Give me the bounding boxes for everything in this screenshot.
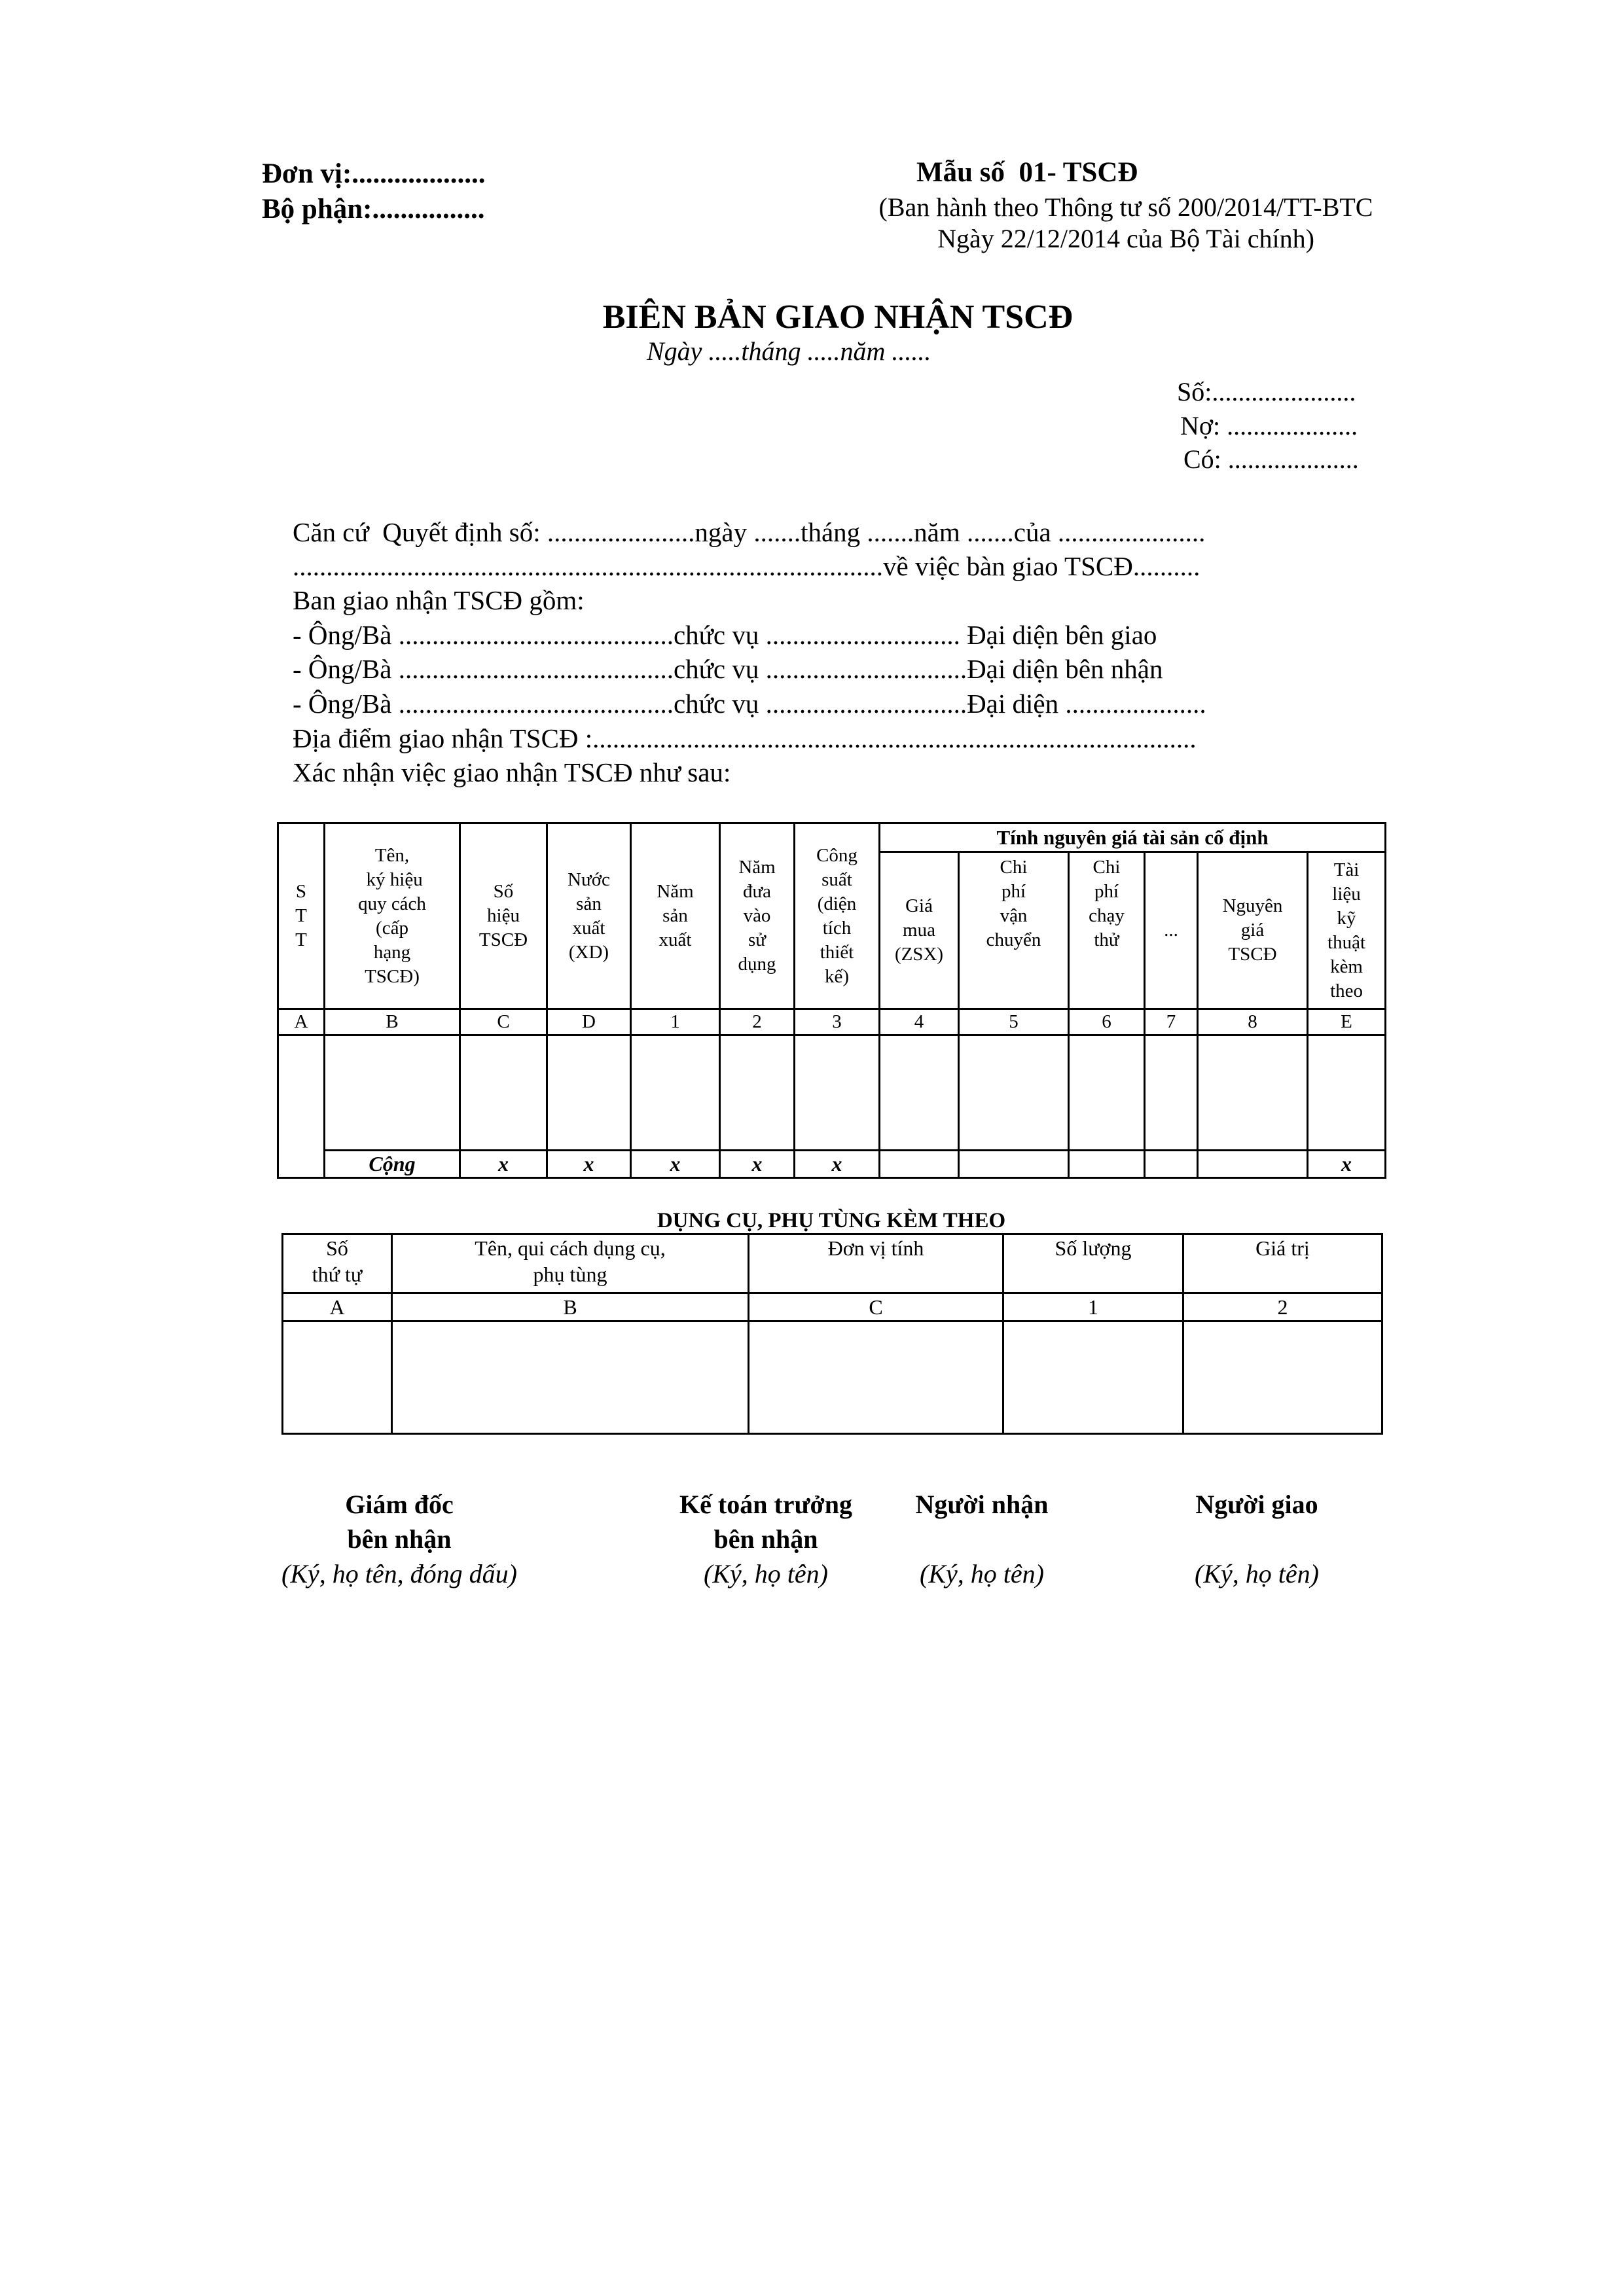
signature-note: (Ký, họ tên): [920, 1559, 1044, 1588]
data-input-cell[interactable]: [325, 1035, 460, 1151]
total-cell: x: [631, 1151, 720, 1178]
code-cell: 8: [1198, 1009, 1308, 1035]
col-header-other: ...: [1145, 852, 1198, 1009]
decision-line: Căn cứ Quyết định số: ......................ngày .......tháng .......năm .......của ......................: [293, 517, 1206, 547]
code-cell: D: [547, 1009, 631, 1035]
issued-by-line-1: (Ban hành theo Thông tư số 200/2014/TT-BTC: [878, 192, 1373, 222]
tools-header-row: [283, 1234, 1382, 1293]
col-header-order: Số thứ tự: [283, 1234, 392, 1293]
signature-block-receiver: [877, 1487, 1087, 1591]
col-header-stt: S T T: [278, 823, 325, 1009]
signature-block-giver: [1152, 1487, 1362, 1591]
data-input-cell[interactable]: [547, 1035, 631, 1151]
col-header-tool-name: Tên, qui cách dụng cụ, phụ tùng: [392, 1234, 749, 1293]
total-cell: x: [795, 1151, 880, 1178]
code-cell: B: [325, 1009, 460, 1035]
total-input-cell[interactable]: [1145, 1151, 1198, 1178]
total-label: Cộng: [325, 1151, 460, 1178]
col-header-country: Nước sản xuất (XD): [547, 823, 631, 1009]
stt-input-cell[interactable]: [278, 1035, 325, 1178]
data-input-cell[interactable]: [283, 1321, 392, 1434]
decision-subject-line: ........................................................................................về việc bàn giao TSCĐ..........: [293, 551, 1200, 581]
data-input-cell[interactable]: [1069, 1035, 1145, 1151]
total-input-cell[interactable]: [1198, 1151, 1308, 1178]
code-cell: 2: [1183, 1293, 1382, 1321]
col-header-name: Tên, ký hiệu quy cách (cấp hạng TSCĐ): [325, 823, 460, 1009]
member-line-giver: - Ông/Bà .........................................chức vụ ............................. Đại diện bên giao: [293, 620, 1157, 650]
data-input-cell[interactable]: [1308, 1035, 1386, 1151]
credit-field: Có: ....................: [1183, 444, 1359, 474]
code-cell: 6: [1069, 1009, 1145, 1035]
data-input-cell[interactable]: [720, 1035, 795, 1151]
member-line-other: - Ông/Bà .........................................chức vụ ..............................Đại diện .....................: [293, 689, 1206, 719]
signature-title: Giám đốc bên nhận: [345, 1490, 454, 1554]
data-input-cell[interactable]: [795, 1035, 880, 1151]
code-cell: 2: [720, 1009, 795, 1035]
signature-title: Người giao: [1195, 1490, 1318, 1519]
code-cell: 3: [795, 1009, 880, 1035]
col-header-capacity: Công suất (diện tích thiết kế): [795, 823, 880, 1009]
code-cell: 4: [880, 1009, 959, 1035]
total-input-cell[interactable]: [880, 1151, 959, 1178]
confirmation-line: Xác nhận việc giao nhận TSCĐ như sau:: [293, 757, 731, 787]
col-header-trial-cost: Chi phí chạy thử: [1069, 852, 1145, 1009]
doc-number-field: Số:......................: [1177, 377, 1356, 406]
tools-code-row: [283, 1293, 1382, 1321]
asset-header-row-1: [278, 823, 1386, 852]
signature-block-director: [249, 1487, 550, 1591]
data-input-cell[interactable]: [1183, 1321, 1382, 1434]
data-input-cell[interactable]: [1198, 1035, 1308, 1151]
total-cell: x: [547, 1151, 631, 1178]
total-cell: x: [720, 1151, 795, 1178]
col-header-transport-cost: Chi phí vận chuyển: [959, 852, 1069, 1009]
debit-field: Nợ: ....................: [1180, 411, 1358, 440]
form-number: Mẫu số 01- TSCĐ: [916, 157, 1138, 188]
data-input-cell[interactable]: [392, 1321, 749, 1434]
col-header-year-used: Năm đưa vào sử dụng: [720, 823, 795, 1009]
code-cell: 1: [1003, 1293, 1183, 1321]
total-cell: x: [460, 1151, 547, 1178]
code-cell: A: [278, 1009, 325, 1035]
signature-block-chief-accountant: [628, 1487, 903, 1591]
date-line: Ngày .....tháng .....năm ......: [647, 336, 931, 366]
data-input-cell[interactable]: [631, 1035, 720, 1151]
code-cell: 5: [959, 1009, 1069, 1035]
issued-by-line-2: Ngày 22/12/2014 của Bộ Tài chính): [937, 224, 1314, 253]
col-header-year-made: Năm sản xuất: [631, 823, 720, 1009]
signature-note: (Ký, họ tên, đóng dấu): [281, 1559, 517, 1588]
asset-total-row: [278, 1151, 1386, 1178]
member-line-receiver: - Ông/Bà .........................................chức vụ ..............................Đại diện bên nhận: [293, 654, 1163, 684]
tools-data-row: [283, 1321, 1382, 1434]
tools-table-title: DỤNG CỤ, PHỤ TÙNG KÈM THEO: [657, 1209, 1006, 1232]
total-input-cell[interactable]: [959, 1151, 1069, 1178]
data-input-cell[interactable]: [880, 1035, 959, 1151]
data-input-cell[interactable]: [1145, 1035, 1198, 1151]
committee-heading: Ban giao nhận TSCĐ gồm:: [293, 585, 585, 615]
page-title: BIÊN BẢN GIAO NHẬN TSCĐ: [602, 298, 1074, 336]
tools-table: [281, 1233, 1383, 1435]
total-input-cell[interactable]: [1069, 1151, 1145, 1178]
asset-table: [277, 822, 1386, 1179]
asset-code-row: [278, 1009, 1386, 1035]
data-input-cell[interactable]: [959, 1035, 1069, 1151]
code-cell: A: [283, 1293, 392, 1321]
data-input-cell[interactable]: [460, 1035, 547, 1151]
unit-field: Đơn vị:...................: [262, 158, 486, 189]
signature-title: Người nhận: [915, 1490, 1049, 1519]
code-cell: 1: [631, 1009, 720, 1035]
code-cell: B: [392, 1293, 749, 1321]
department-field: Bộ phận:................: [262, 194, 485, 224]
data-input-cell[interactable]: [1003, 1321, 1183, 1434]
code-cell: C: [749, 1293, 1003, 1321]
code-cell: E: [1308, 1009, 1386, 1035]
col-group-original-cost: Tính nguyên giá tài sản cố định: [880, 823, 1386, 852]
col-header-unit: Đơn vị tính: [749, 1234, 1003, 1293]
col-header-documents: Tài liệu kỹ thuật kèm theo: [1308, 852, 1386, 1009]
data-input-cell[interactable]: [749, 1321, 1003, 1434]
col-header-value: Giá trị: [1183, 1234, 1382, 1293]
location-line: Địa điểm giao nhận TSCĐ :..........................................................................................: [293, 723, 1197, 753]
col-header-quantity: Số lượng: [1003, 1234, 1183, 1293]
signature-title: Kế toán trưởng bên nhận: [679, 1490, 852, 1554]
code-cell: C: [460, 1009, 547, 1035]
code-cell: 7: [1145, 1009, 1198, 1035]
col-header-asset-code: Số hiệu TSCĐ: [460, 823, 547, 1009]
col-header-original-cost: Nguyên giá TSCĐ: [1198, 852, 1308, 1009]
total-cell: x: [1308, 1151, 1386, 1178]
asset-data-row: [278, 1035, 1386, 1151]
signature-note: (Ký, họ tên): [704, 1559, 828, 1588]
col-header-purchase-price: Giá mua (ZSX): [880, 852, 959, 1009]
signature-note: (Ký, họ tên): [1195, 1559, 1319, 1588]
